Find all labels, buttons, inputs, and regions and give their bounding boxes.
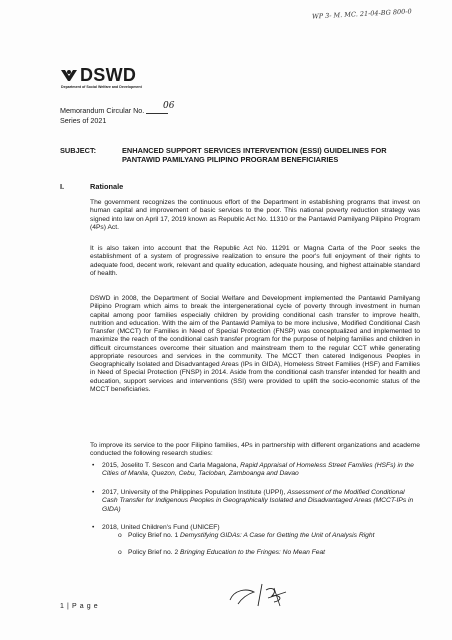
study-lead: 2015, Joselito T. Sescon and Carla Magalona, [102, 462, 241, 469]
handwritten-reference: WP 3- M. MC. 21-04-BG 800-0 [312, 7, 413, 21]
list-item [92, 524, 422, 532]
section-number: I. [60, 182, 65, 191]
brief-lead: Policy Brief no. 1 [128, 532, 181, 539]
dswd-emblem-icon [60, 69, 78, 82]
study-lead: 2017, University of the Philippines Population Institute (UPPI), [102, 489, 288, 496]
section-heading [60, 182, 124, 191]
sub-list-item [118, 549, 418, 557]
subject-label: SUBJECT: [60, 146, 97, 155]
sub-bullet-marker: o [118, 549, 122, 556]
series-year: Series of 2021 [60, 115, 107, 125]
paragraph: To improve its service to the poor Filipino families, 4Ps in partnership with different organizations and academe conducted the following research studies: [90, 442, 420, 458]
subject-block [60, 146, 420, 165]
bullet-marker: • [92, 462, 95, 469]
bullet-marker: • [92, 524, 95, 531]
signature-initials [228, 580, 294, 612]
circular-number: 06 [163, 101, 175, 111]
paragraph: DSWD in 2008, the Department of Social Welfare and Development implemented the Pantawid Pamilyang Pilipino Program which aims to break the intergenerational cycle of poverty through investment in human capital among poor families especially children by providing conditional cash transfer to improve health, nutrition and education. With the aim of the Pantawid Pamilya to be more inclusive, Modified Conditional Cash Transfer (MCCT) for Families in Need of Special Protection (FNSP) was conceptualized and implemented to maximize the reach of the conditional cash transfer program for the purpose of helping families and children in difficult circumstances overcome their situation and mainstream them to the regular CCT while generating appropriate resources and services in the community. The MCCT then catered Indigenous Peoples in Geographically Isolated and Disadvantaged Areas (IPs in GIDA), Homeless Street Families (HSF) and Families in Need of Special Protection (FNSP) in 2014. Aside from the conditional cash transfer intended for health and education, support services and interventions (SSI) were provided to uplift the socio-economic status of the MCCT beneficiaries. [90, 295, 420, 393]
list-item [92, 462, 422, 479]
section-title: Rationale [90, 182, 124, 191]
logo-subtitle: Department of Social Welfare and Development [61, 85, 142, 89]
study-lead: 2018, United Children's Fund (UNICEF) [102, 524, 220, 531]
logo-wordmark: DSWD [80, 65, 137, 85]
paragraph: It is also taken into account that the Republic Act No. 11291 or Magna Carta of the Poor seeks the establishment of a system of progressive realization to ensure the poor's full enjoyment of their rights to adequate food, decent work, relevant and quality education, adequate housing, and highest attainable standard of health. [90, 245, 420, 277]
sub-list-item [118, 532, 418, 540]
sub-bullet-marker: o [118, 532, 122, 539]
brief-title: Demystifying GIDAs: A Case for Getting the Unit of Analysis Right [180, 532, 375, 539]
brief-lead: Policy Brief no. 2 [128, 549, 181, 556]
brief-title: Bringing Education to the Fringes: No Mean Feat [180, 549, 326, 556]
dswd-logo [60, 66, 142, 89]
subject-text: ENHANCED SUPPORT SERVICES INTERVENTION (ESSI) GUIDELINES FOR PANTAWID PAMILYANG PILIPINO PROGRAM BENEFICIARIES [122, 146, 387, 165]
circular-label: Memorandum Circular No. [60, 106, 145, 115]
list-item [92, 489, 422, 514]
paragraph: The government recognizes the continuous effort of the Department in establishing programs that invest on human capital and improvement of basic services to the poor. This national poverty reduction strategy was signed into law on April 17, 2019 known as Republic Act No. 11310 or the Pantawid Pamilyang Pilipino Program (4Ps) Act. [90, 199, 420, 231]
bullet-marker: • [92, 489, 95, 496]
study-title: Assessment of the Modified Conditional Cash Transfer for Indigenous Peoples in Geographically Isolated and Disadvantaged Areas (MCCT-IPs in GIDA) [102, 489, 414, 513]
study-title: Rapid Appraisal of Homeless Street Families (HSFs) in the Cities of Manila, Quezon, Cebu, Tacloban, Zamboanga and Davao [102, 462, 414, 478]
page-number: 1 | P a g e [60, 603, 99, 610]
memo-header [60, 101, 175, 125]
